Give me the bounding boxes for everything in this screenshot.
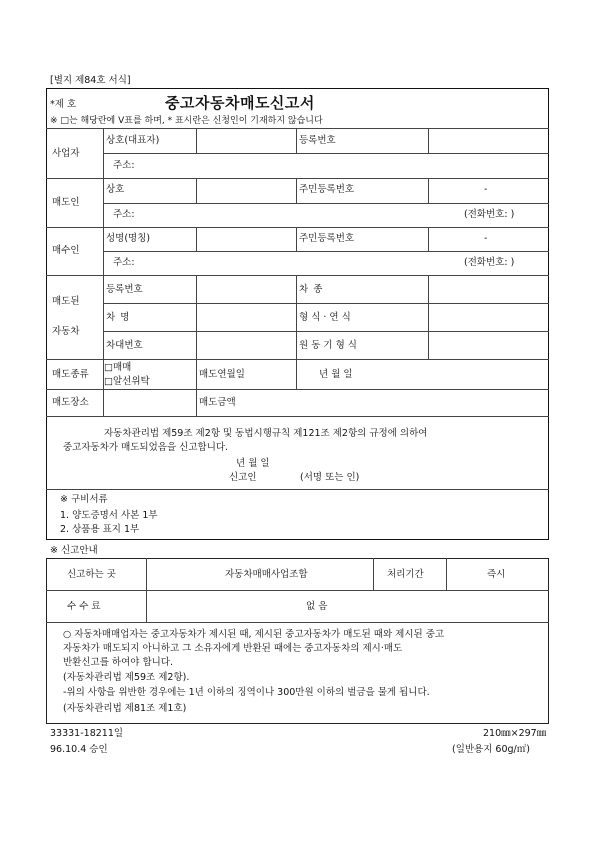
buyer-address-label: 주소: (113, 257, 135, 268)
divider (46, 275, 549, 276)
declaration-line1: 자동차관리법 제59조 제2항 및 동법시행규칙 제121조 제2항의 규정에 의하여 (104, 428, 428, 439)
footer-code: 33331-18211일 (50, 728, 124, 739)
sale-type-label: 매도종류 (52, 369, 89, 380)
document-item-1: 1. 양도증명서 사본 1부 (60, 510, 158, 521)
guide-office-value: 자동차매매사업조합 (225, 569, 308, 580)
sale-option-consign[interactable]: □알선위탁 (104, 376, 150, 387)
section-business: 사업자 (52, 148, 80, 159)
section-buyer: 매수인 (52, 245, 80, 256)
vehicle-chassis-label: 차대번호 (106, 340, 143, 351)
divider (428, 275, 429, 359)
vehicle-type-label: 차 종 (299, 284, 324, 295)
sale-amount-label: 매도금액 (199, 397, 236, 408)
buyer-id-dash: - (484, 233, 488, 244)
signer-signature: (서명 또는 인) (300, 472, 360, 483)
divider (296, 178, 297, 203)
guide-period-label: 처리기간 (387, 569, 424, 580)
form-notice: ※ □는 해당란에 V표를 하며, * 표시란은 신청인이 기재하지 않습니다 (50, 116, 323, 126)
divider (103, 153, 549, 154)
sale-option-sale[interactable]: □매매 (104, 362, 132, 373)
divider (196, 128, 197, 153)
seller-id-label: 주민등록번호 (299, 184, 355, 195)
divider (196, 275, 197, 416)
guide-office-label: 신고하는 곳 (67, 569, 116, 580)
document-number-label: *제 호 (50, 99, 77, 110)
divider (373, 558, 374, 590)
section-vehicle-1: 매도된 (52, 296, 80, 307)
divider (103, 303, 549, 304)
divider (103, 331, 549, 332)
divider (428, 128, 429, 153)
declaration-line2: 중고자동차가 매도되었음을 신고합니다. (63, 442, 229, 453)
seller-address-label: 주소: (113, 209, 135, 220)
documents-title: ※ 구비서류 (60, 494, 108, 505)
divider (103, 251, 549, 252)
divider (296, 227, 297, 251)
guide-title: ※ 신고안내 (50, 545, 98, 556)
guide-note-4: (자동차관리법 제59조 제2항). (63, 672, 190, 683)
divider (146, 558, 147, 622)
signer-label: 신고인 (229, 472, 257, 483)
vehicle-reg-label: 등록번호 (106, 284, 143, 295)
sale-date-value: 년 월 일 (319, 369, 353, 380)
footer-paper: (일반용지 60g/㎡) (452, 744, 530, 755)
buyer-phone-label: (전화번호: ) (464, 257, 515, 268)
guide-note-5: -위의 사항을 위반한 경우에는 1년 이하의 징역이나 300만원 이하의 벌금을 물게 됩니다. (63, 687, 430, 698)
sale-date-label: 매도연월일 (199, 369, 245, 380)
form-number: [별지 제84호 서식] (50, 75, 131, 86)
divider (46, 489, 549, 490)
guide-note-6: (자동차관리법 제81조 제1호) (63, 703, 187, 714)
divider (46, 622, 549, 623)
footer-approval: 96.10.4 승인 (50, 744, 108, 755)
guide-fee-value: 없 음 (306, 601, 328, 612)
guide-table (46, 558, 549, 724)
business-address-label: 주소: (113, 160, 135, 171)
business-reg-label: 등록번호 (299, 135, 336, 146)
divider (196, 178, 197, 203)
document-item-2: 2. 상품용 표지 1부 (60, 524, 140, 535)
declaration-date: 년 월 일 (236, 458, 270, 469)
buyer-name-label: 성명(명칭) (106, 233, 151, 244)
divider (46, 389, 549, 390)
sale-place-label: 매도장소 (52, 397, 89, 408)
divider (46, 416, 549, 417)
seller-phone-label: (전화번호: ) (464, 209, 515, 220)
form-title: 중고자동차매도신고서 (165, 94, 315, 112)
divider (46, 178, 549, 179)
divider (46, 359, 549, 360)
vehicle-name-label: 차 명 (106, 312, 131, 323)
guide-note-1: ○ 자동차매매업자는 중고자동차가 제시된 때, 제시된 중고자동차가 매도된 때와 제시된 중고 (63, 629, 445, 640)
footer-size: 210㎜×297㎜ (483, 728, 547, 739)
guide-note-2: 자동차가 매도되지 아니하고 그 소유자에게 반환된 때에는 중고자동차의 제시·매도 (63, 643, 403, 654)
divider (46, 128, 549, 129)
divider (428, 178, 429, 203)
section-vehicle-2: 자동차 (52, 326, 80, 337)
divider (46, 227, 549, 228)
guide-fee-label: 수 수 료 (67, 601, 101, 612)
seller-id-dash: - (484, 184, 488, 195)
vehicle-engine-label: 원 동 기 형 식 (299, 340, 357, 351)
seller-name-label: 상호 (106, 184, 125, 195)
divider (296, 275, 297, 389)
business-name-label: 상호(대표자) (106, 135, 160, 146)
guide-period-value: 즉시 (487, 569, 506, 580)
section-seller: 매도인 (52, 197, 80, 208)
divider (428, 227, 429, 251)
vehicle-model-year-label: 형 식 · 연 식 (299, 312, 351, 323)
guide-note-3: 반환신고를 하여야 합니다. (63, 657, 174, 668)
divider (196, 227, 197, 251)
divider (446, 558, 447, 590)
divider (46, 590, 549, 591)
buyer-id-label: 주민등록번호 (299, 233, 355, 244)
divider (103, 203, 549, 204)
divider (296, 128, 297, 153)
